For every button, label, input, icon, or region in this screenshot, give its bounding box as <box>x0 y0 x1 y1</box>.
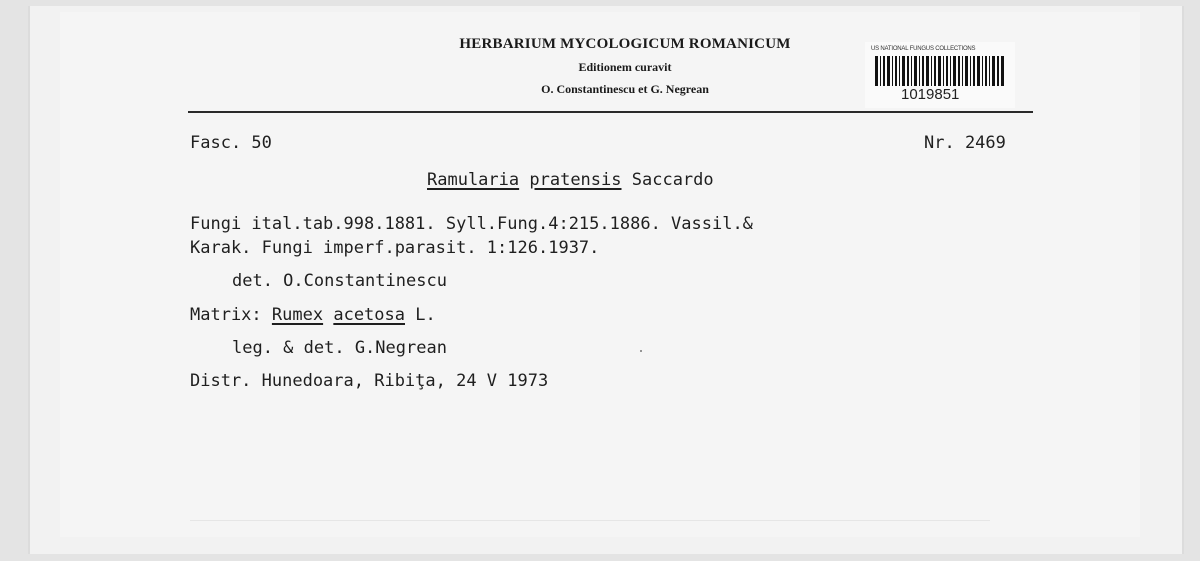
barcode-caption: US NATIONAL FUNGUS COLLECTIONS <box>871 46 976 52</box>
matrix-genus: Rumex <box>271 305 324 325</box>
fascicle-number: Fasc. 50 <box>190 133 272 153</box>
species-genus: Ramularia <box>427 170 520 190</box>
label-header <box>430 32 820 100</box>
barcode-sticker <box>865 42 1015 108</box>
paper-speck <box>640 350 642 352</box>
specimen-number: Nr. 2469 <box>924 133 1006 153</box>
matrix-label: Matrix: <box>190 305 262 325</box>
species-epithet: pratensis <box>529 170 622 190</box>
locality-line: Distr. Hunedoara, Ribiţa, 24 V 1973 <box>190 371 549 391</box>
editors-line: O. Constantinescu et G. Negrean <box>541 82 709 96</box>
determiner-line: det. O.Constantinescu <box>232 271 447 291</box>
matrix-line <box>190 305 436 325</box>
matrix-epithet: acetosa <box>333 305 405 325</box>
species-author: Saccardo <box>631 170 714 190</box>
reference-line-1: Fungi ital.tab.998.1881. Syll.Fung.4:215.1886. Vassil.& <box>190 214 753 234</box>
edition-line: Editionem curavit <box>578 60 672 74</box>
reference-line-2: Karak. Fungi imperf.parasit. 1:126.1937. <box>190 238 600 258</box>
bottom-edge-mark <box>190 520 990 521</box>
herbarium-title: HERBARIUM MYCOLOGICUM ROMANICUM <box>459 36 791 52</box>
species-name <box>427 170 714 190</box>
collector-line: leg. & det. G.Negrean <box>232 338 447 358</box>
barcode-number: 1019851 <box>901 86 960 103</box>
barcode-icon <box>875 56 1005 86</box>
header-divider <box>188 111 1033 113</box>
matrix-author: L. <box>415 305 436 325</box>
